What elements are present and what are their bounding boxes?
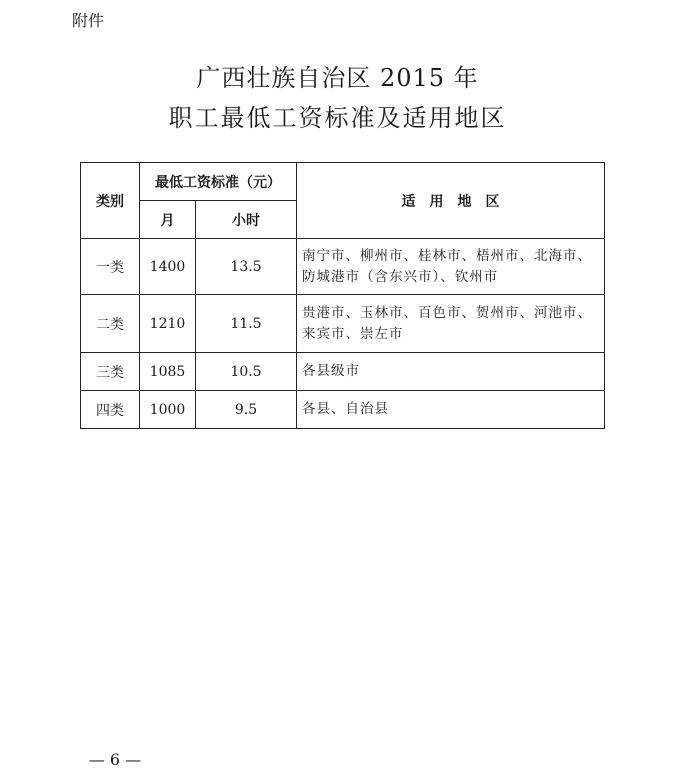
row-month: 1210 [140,295,196,353]
header-hour: 小时 [196,201,297,239]
attachment-label: 附件 [72,11,105,30]
row-hour: 13.5 [196,239,297,295]
row-month: 1085 [140,353,196,391]
row-region: 各县级市 [297,353,605,391]
row-month: 1400 [140,239,196,295]
row-category: 四类 [81,391,140,429]
table-row [81,353,605,391]
header-category: 类别 [81,163,140,239]
table-row [81,295,605,353]
title-line-2: 职工最低工资标准及适用地区 [168,104,507,132]
table-row [81,391,605,429]
header-region: 适 用 地 区 [297,163,605,239]
row-region: 贵港市、玉林市、百色市、贺州市、河池市、来宾市、崇左市 [297,295,605,353]
header-min-wage: 最低工资标准（元） [140,163,297,201]
wage-table [80,162,605,429]
title-line-1: 广西壮族自治区 2015 年 [196,64,479,92]
table-row [81,239,605,295]
row-hour: 10.5 [196,353,297,391]
row-category: 三类 [81,353,140,391]
row-category: 一类 [81,239,140,295]
row-category: 二类 [81,295,140,353]
header-month: 月 [140,201,196,239]
row-region: 南宁市、柳州市、桂林市、梧州市、北海市、防城港市（含东兴市）、钦州市 [297,239,605,295]
row-hour: 11.5 [196,295,297,353]
row-region: 各县、自治县 [297,391,605,429]
row-hour: 9.5 [196,391,297,429]
row-month: 1000 [140,391,196,429]
page-number: — 6 — [88,750,142,769]
